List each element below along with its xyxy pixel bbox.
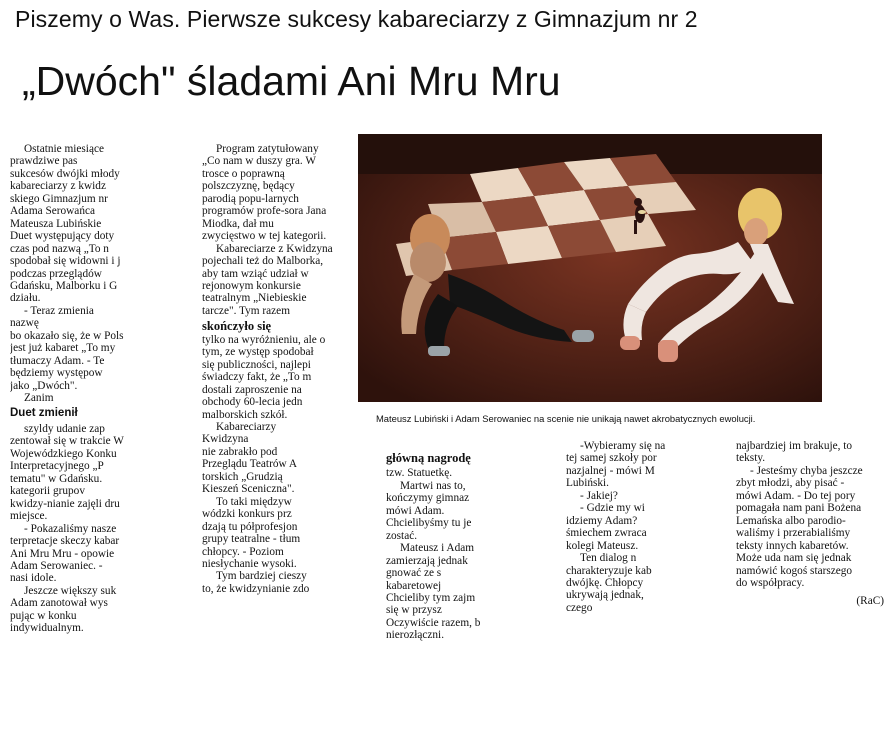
text-line: Może uda nam się jednak <box>736 552 852 565</box>
text-line: tarcze". Tym razem <box>202 304 290 317</box>
text-line: Ani Mru Mru - opowie <box>10 547 115 560</box>
column-1-part-a <box>10 143 141 305</box>
text-line: tematu" w Gdańsku. <box>10 472 103 485</box>
article-column-4 <box>566 440 681 680</box>
article-signature: (RaC) <box>856 595 884 608</box>
text-line: sukcesów dwójki młody <box>10 167 120 180</box>
text-line: podczas przeglądów <box>10 267 102 280</box>
text-line: To taki międzyw <box>216 495 292 508</box>
text-line: Wojewódzkiego Konku <box>10 447 117 460</box>
subhead-duet-zmienil: Duet zmienił <box>10 406 78 419</box>
text-line: parodią popu-larnych <box>202 192 299 205</box>
text-line: nie zabrakło pod <box>202 445 278 458</box>
text-line: niesłychanie wysoki. <box>202 557 297 570</box>
text-line: waliśmy i przerabialiśmy <box>736 527 851 540</box>
text-line: mówi Adam. - Do tej pory <box>736 489 856 502</box>
text-line: polszczyznę, będący <box>202 180 295 193</box>
text-line: Lemańska albo parodio- <box>736 514 846 527</box>
text-line: świadczy fakt, że „To m <box>202 371 312 384</box>
text-line: Jeszcze większy suk <box>24 584 117 597</box>
text-line: tym, ze występ spodobał <box>202 346 314 359</box>
text-line: Kabareciarzy <box>216 420 277 433</box>
text-line: pomagała nam pani Bożena <box>736 502 862 515</box>
text-line: - Teraz zmienia <box>24 304 94 317</box>
text-line: tej samej szkoły por <box>566 452 657 465</box>
subhead-glowna-nagroda: główną nagrodę <box>386 452 471 465</box>
text-line: to, że kwidzynianie zdo <box>202 582 310 595</box>
column-5-body <box>736 440 884 589</box>
text-line: nasi idole. <box>10 572 57 585</box>
text-line: teksty. <box>736 452 766 465</box>
text-line: programów profe-sora Jana <box>202 205 327 218</box>
text-line: Ten dialog n <box>580 552 637 565</box>
text-line: prawdziwe pas <box>10 155 78 168</box>
text-line: Przeglądu Teatrów A <box>202 458 297 471</box>
text-line: grupy teatralne - tłum <box>202 533 301 546</box>
text-line: skiego Gimnazjum nr <box>10 192 108 205</box>
text-line: aby tam wziąć udział w <box>202 267 309 280</box>
subhead-skonczylo-sie: skończyło się <box>202 319 272 334</box>
text-line: śmiechem zwraca <box>566 527 647 540</box>
text-line: miejsce. <box>10 510 48 523</box>
article-column-2 <box>202 143 350 698</box>
text-line: - Jesteśmy chyba jeszcze <box>750 464 863 477</box>
text-line: Oczywiście razem, b <box>386 616 481 629</box>
text-line: Mateusz i Adam <box>400 542 475 555</box>
text-line: Interpretacyjnego „P <box>10 460 104 473</box>
text-line: ukrywają jednak, <box>566 589 644 602</box>
text-line: bo okazało się, że w Pols <box>10 329 124 342</box>
article-kicker: Piszemy o Was. Pierwsze sukcesy kabareciarzy z Gimnazjum nr 2 <box>15 6 698 32</box>
text-line: pojechali też do Malborka, <box>202 255 324 268</box>
text-line: dwójkę. Chłopcy <box>566 576 644 589</box>
text-line: nierozłączni. <box>386 629 445 642</box>
text-line: Zanim <box>24 392 54 405</box>
text-line: zamierzają jednak <box>386 554 468 567</box>
text-line: Kwidzyna <box>202 433 249 446</box>
text-line: szyldy udanie zap <box>24 422 105 435</box>
text-line: wódzki konkurs prz <box>202 508 292 521</box>
text-line: rejonowym konkursie <box>202 279 301 292</box>
column-1-part-c <box>10 423 141 635</box>
text-line: kategorii grupov <box>10 485 85 498</box>
text-line: -Wybieramy się na <box>580 440 666 452</box>
text-line: jest już kabaret „To my <box>10 342 116 355</box>
text-line: działu. <box>10 292 41 305</box>
text-line: nazjalnej - mówi M <box>566 464 655 477</box>
text-line: dzają tu półprofesjon <box>202 520 298 533</box>
article-column-3 <box>386 452 509 692</box>
text-line: kończymy gimnaz <box>386 492 470 505</box>
text-line: tłumaczy Adam. - Te <box>10 354 105 367</box>
text-line: Tym bardziej cieszy <box>216 570 307 583</box>
text-line: Miodka, dał mu <box>202 217 274 230</box>
text-line: tylko na wyróżnieniu, ale o <box>202 333 326 346</box>
column-1-part-b <box>10 305 141 405</box>
text-line: obchody 60-lecia jedn <box>202 396 303 409</box>
text-line: Adam zanotował wys <box>10 597 108 610</box>
column-2-part-a <box>202 143 350 317</box>
stage-photo-image <box>358 134 822 402</box>
text-line: Martwi nas to, <box>400 479 466 492</box>
text-line: chłopcy. - Poziom <box>202 545 284 558</box>
text-line: kwidzy-nianie zajęli dru <box>10 497 120 510</box>
text-line: Kabareciarze z Kwidzyna <box>216 242 333 255</box>
text-line: zostać. <box>386 529 418 542</box>
text-line: idziemy Adam? <box>566 514 638 527</box>
photo-caption: Mateusz Lubiński i Adam Serowaniec na scenie nie unikają nawet akrobatycznych ewolucji. <box>376 413 756 424</box>
text-line: kolegi Mateusz. <box>566 539 639 552</box>
article-column-1 <box>10 143 141 693</box>
text-line: teksty innych kabaretów. <box>736 539 849 552</box>
column-4-body <box>566 440 681 614</box>
text-line: do współpracy. <box>736 576 805 589</box>
text-line: spodobał się widowni i j <box>10 255 121 268</box>
text-line: pując w konku <box>10 609 77 622</box>
text-line: - Jakiej? <box>580 489 618 502</box>
text-line: terpretacje skeczy kabar <box>10 535 120 548</box>
text-line: Kieszeń Sceniczna". <box>202 483 295 496</box>
column-3-body <box>386 467 509 641</box>
text-line: kabaretowej <box>386 579 442 592</box>
text-line: trosce o poprawną <box>202 167 285 180</box>
text-line: teatralnym „Niebieskie <box>202 292 307 305</box>
column-2-part-b <box>202 334 350 596</box>
text-line: charakteryzuje kab <box>566 564 652 577</box>
text-line: - Gdzie my wi <box>580 502 645 515</box>
text-line: torskich „Grudzią <box>202 470 283 483</box>
text-line: Chcielibyśmy tu je <box>386 517 472 530</box>
text-line: kabareciarzy z kwidz <box>10 180 106 193</box>
text-line: tzw. Statuetkę. <box>386 467 453 480</box>
text-line: indywidualnym. <box>10 622 84 635</box>
text-line: zwycięstwo w tej kategorii. <box>202 230 327 243</box>
text-line: mówi Adam. <box>386 504 445 517</box>
text-line: Lubiński. <box>566 477 609 490</box>
text-line: „Co nam w duszy gra. W <box>202 155 316 168</box>
text-line: malborskich szkół. <box>202 408 288 421</box>
text-line: Ostatnie miesiące <box>24 143 104 155</box>
text-line: Chcieliby tym zajm <box>386 591 476 604</box>
text-line: Mateusza Lubińskie <box>10 217 102 230</box>
article-headline: „Dwóch" śladami Ani Mru Mru <box>22 58 561 104</box>
text-line: gnować ze s <box>386 567 442 580</box>
text-line: się publiczności, najlepi <box>202 358 311 371</box>
text-line: czego <box>566 601 593 614</box>
text-line: się w przysz <box>386 604 442 617</box>
text-line: namówić kogoś starszego <box>736 564 853 577</box>
text-line: zentował się w trakcie W <box>10 435 124 448</box>
stage-photo <box>358 134 822 402</box>
text-line: będziemy występow <box>10 367 103 380</box>
text-line: Adama Serowańca <box>10 205 96 218</box>
text-line: Gdańsku, Malborku i G <box>10 279 118 292</box>
article-column-5 <box>736 440 884 680</box>
text-line: jako „Dwóch". <box>10 379 78 392</box>
text-line: nazwę <box>10 317 39 330</box>
text-line: dostali zaproszenie na <box>202 383 302 396</box>
text-line: Duet występujący doty <box>10 230 115 243</box>
text-line: czas pod nazwą „To n <box>10 242 109 255</box>
text-line: zbyt młodzi, aby pisać - <box>736 477 845 490</box>
text-line: najbardziej im brakuje, to <box>736 440 853 452</box>
text-line: - Pokazaliśmy nasze <box>24 522 117 535</box>
text-line: Program zatytułowany <box>216 143 319 155</box>
text-line: Adam Serowaniec. - <box>10 559 103 572</box>
